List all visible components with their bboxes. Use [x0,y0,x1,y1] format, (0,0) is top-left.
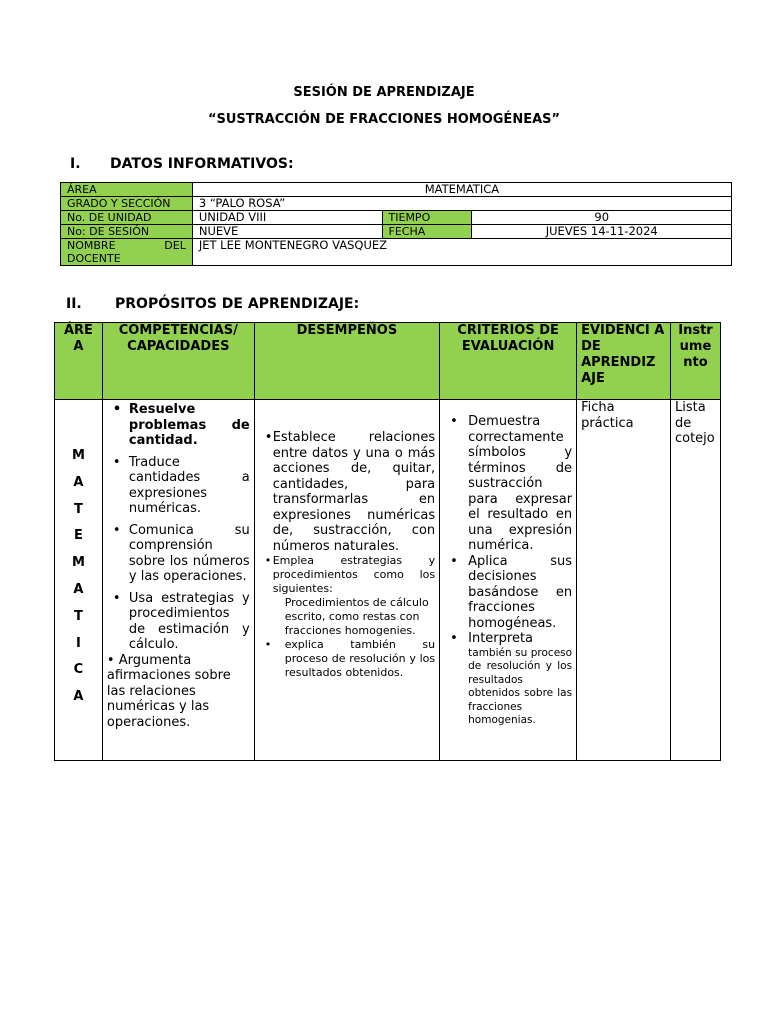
header-desempenos: DESEMPEÑOS [254,323,439,400]
header-evidencia: EVIDENCI A DE APRENDIZ AJE [577,323,671,400]
header-area: ÁRE A [55,323,103,400]
evidencia-cell: Ficha práctica [577,400,671,761]
section-title: PROPÓSITOS DE APRENDIZAJE: [115,296,360,312]
desempeno-subitem: Procedimientos de cálculo escrito, como restas con fracciones homogenies. [284,596,429,637]
area-value: MATEMATICA [192,183,731,197]
capacidad-item: • Comunica su comprensión sobre los números y las operaciones. [107,523,250,585]
criterios-list [444,414,572,728]
section-datos-informativos [70,156,294,172]
instrumento-cell: Lista de cotejo [670,400,720,761]
competencias-cell [102,400,254,761]
area-letter: E [74,528,83,544]
sesion-value: NUEVE [192,225,382,239]
area-letter: T [74,501,83,517]
area-letter: M [71,448,85,463]
fecha-label: FECHA [382,225,472,239]
desempenos-list [259,430,435,680]
docente-value: JET LEE MONTENEGRO VASQUEZ [192,239,731,266]
section-number: I. [70,156,81,172]
document-title: SESIÓN DE APRENDIZAJE [293,85,475,100]
unidad-label: No. DE UNIDAD [61,211,193,225]
desempeno-item: • Establece relaciones entre datos y una o más acciones de, quitar, cantidades, para transformarlas en expresiones numéricas de, sustracción, con números naturales. [259,430,435,554]
area-letter: A [73,474,84,490]
area-letter: A [73,581,84,597]
area-letter: A [73,689,84,705]
criterio-item: • Aplica sus decisiones basándose en fracciones homogéneas. [444,554,572,632]
purposes-table [54,322,721,761]
capacidad-item: • Usa estrategias y procedimientos de estimación y cálculo. [107,591,250,653]
desempeno-item: • explica también su proceso de resolución y los resultados obtenidos. [259,638,435,680]
criterios-cell [440,400,577,761]
criterio-item: • Demuestra correctamente símbolos y términos de sustracción para expresar el resultado en una expresión numérica. [444,414,572,554]
grado-value: 3 “PALO ROSA” [192,197,731,211]
area-cell [55,400,103,761]
area-letter: T [74,608,83,624]
grado-label: GRADO Y SECCIÓN [61,197,193,211]
area-letter: I [76,635,81,651]
docente-label: NOMBRE DEL DOCENTE [61,239,193,266]
competencia-main: • Resuelve problemas de cantidad. [107,402,250,449]
capacidad-item: • Traduce cantidades a expresiones numéricas. [107,455,250,517]
fecha-value: JUEVES 14-11-2024 [472,225,732,239]
capacidad-argumenta: • Argumenta afirmaciones sobre las relaciones numéricas y las operaciones. [106,652,231,730]
header-criterios: CRITERIOS DE EVALUACIÓN [440,323,577,400]
section-title: DATOS INFORMATIVOS: [110,156,294,172]
document-subtitle: “SUSTRACCIÓN DE FRACCIONES HOMOGÉNEAS” [207,112,561,127]
desempenos-cell [254,400,439,761]
section-number: II. [66,296,82,312]
info-table [60,182,732,266]
tiempo-value: 90 [472,211,732,225]
sesion-label: No: DE SESIÓN [61,225,193,239]
area-label: ÁREA [61,183,193,197]
header-competencias: COMPETENCIAS/ CAPACIDADES [102,323,254,400]
area-letter: M [71,555,85,571]
tiempo-label: TIEMPO [382,211,472,225]
criterio-item-detail: también su proceso de resolución y los resultados obtenidos sobre las fracciones homogenias. [468,646,573,726]
area-letter: C [73,662,84,678]
unidad-value: UNIDAD VIII [192,211,382,225]
criterio-item-title: Interpreta [468,631,534,646]
desempeno-item: • Emplea estrategias y procedimientos como los siguientes: [259,554,435,596]
competencias-list [107,402,250,653]
section-propositos [66,296,360,312]
area-vertical-text [59,448,98,716]
criterio-item [444,631,572,728]
header-instrumento: Instr ume nto [670,323,720,400]
